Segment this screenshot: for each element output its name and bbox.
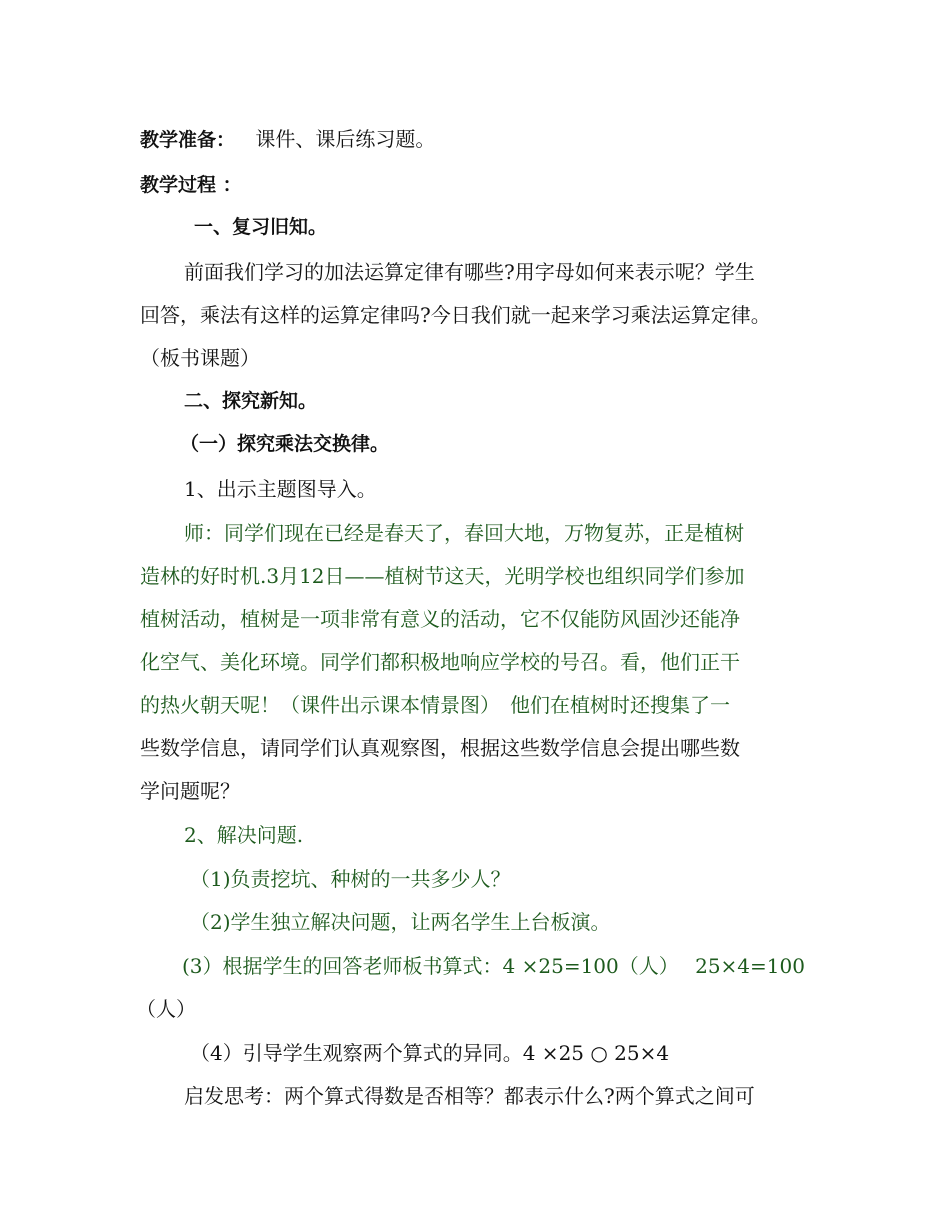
section-2-title: 二、探究新知。 bbox=[184, 390, 318, 412]
question-3-line-1: (3）根据学生的回答老师板书算式：4 ×25=100（人） 25×4=100 bbox=[182, 954, 805, 978]
prep-line bbox=[140, 126, 435, 153]
prep-value: 课件、课后练习题。 bbox=[255, 127, 436, 151]
question-1: （1)负责挖坑、种树的一共多少人？ bbox=[190, 867, 511, 891]
section-1-title: 一、复习旧知。 bbox=[194, 216, 328, 238]
question-2: （2)学生独立解决问题，让两名学生上台板演。 bbox=[190, 910, 611, 934]
teacher-line-3: 植树活动，植树是一项非常有意义的活动，它不仅能防风固沙还能净 bbox=[140, 607, 740, 631]
think-line: 启发思考：两个算式得数是否相等？都表示什么?两个算式之间可 bbox=[184, 1084, 755, 1108]
teacher-line-1: 师：同学们现在已经是春天了，春回大地，万物复苏，正是植树 bbox=[184, 521, 744, 545]
prep-label: 教学准备： bbox=[140, 129, 236, 151]
step-2-title: 2、解决问题. bbox=[184, 823, 304, 847]
teacher-line-6: 些数学信息，请同学们认真观察图，根据这些数学信息会提出哪些数 bbox=[140, 736, 740, 760]
question-4: （4）引导学生观察两个算式的异同。4 ×25 ○ 25×4 bbox=[190, 1041, 670, 1065]
step-1-text: 1、出示主题图导入。 bbox=[184, 477, 377, 501]
review-line-3: （板书课题） bbox=[140, 346, 260, 370]
teacher-line-2: 造林的好时机.3月12日——植树节这天，光明学校也组织同学们参加 bbox=[140, 564, 745, 588]
process-label: 教学过程 ： bbox=[140, 174, 242, 196]
question-3-line-2: （人） bbox=[136, 997, 196, 1021]
teacher-line-7: 学问题呢？ bbox=[140, 779, 240, 803]
review-line-1: 前面我们学习的加法运算定律有哪些?用字母如何来表示呢？学生 bbox=[184, 260, 755, 284]
teacher-line-4: 化空气、美化环境。同学们都积极地响应学校的号召。看，他们正干 bbox=[140, 650, 740, 674]
review-line-2: 回答，乘法有这样的运算定律吗?今日我们就一起来学习乘法运算定律。 bbox=[140, 303, 771, 327]
subsection-1-title: （一）探究乘法交换律。 bbox=[180, 433, 390, 455]
teacher-line-5: 的热火朝天呢！（课件出示课本情景图） 他们在植树时还搜集了一 bbox=[140, 693, 730, 717]
